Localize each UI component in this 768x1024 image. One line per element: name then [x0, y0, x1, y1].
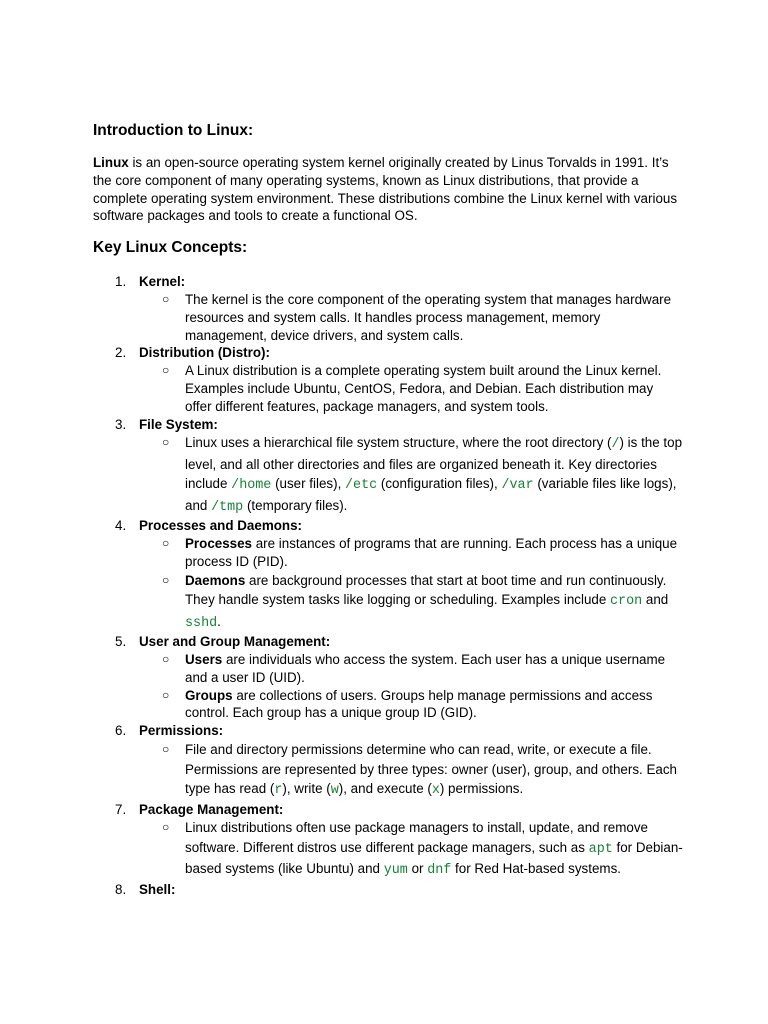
- concept-title: User and Group Management:: [139, 634, 331, 650]
- sub-text: The kernel is the core component of the operating system that manages hardware resources and system calls. It handles process management, memory management, device drivers, and system calls.: [185, 291, 672, 343]
- page-title: Introduction to Linux:: [93, 122, 254, 139]
- sub-list: [139, 740, 683, 801]
- sub-text: (temporary files).: [243, 497, 348, 513]
- circle-bullet-icon: ○: [162, 291, 170, 306]
- intro-bold: Linux: [93, 155, 129, 170]
- concept-item-file-system: [93, 416, 683, 518]
- inline-code: /: [611, 437, 620, 453]
- inline-code: sshd: [185, 615, 218, 631]
- sub-text: are collections of users. Groups help manage permissions and access control. Each group has a unique group ID (GID).: [185, 687, 653, 721]
- sub-text: ) is the top level, and all other directories and files are organized beneath it. Key directories include: [185, 435, 683, 492]
- inline-code: /var: [501, 478, 534, 494]
- item-number: 6.: [115, 723, 127, 739]
- sub-item: [139, 571, 683, 634]
- item-number: 2.: [115, 345, 127, 361]
- sub-text: A Linux distribution is a complete operating system built around the Linux kernel. Examples include Ubuntu, CentOS, Fedora, and Debian. Each distribution may offer different features, package managers, and system tools.: [185, 363, 662, 414]
- inline-code: /home: [231, 478, 272, 494]
- section-title: Key Linux Concepts:: [93, 239, 248, 257]
- sub-text: .: [217, 613, 221, 629]
- concept-item-processes: [93, 517, 683, 633]
- sub-text: and: [642, 592, 669, 608]
- sub-text: File and directory permissions determine who can read, write, or execute a file. Permissions are represented by three types: owner (user), group, and others. Each type has read (: [185, 742, 677, 797]
- sub-text: Linux distributions often use package managers to install, update, and remove software. Different distros use different package managers, such as: [185, 820, 649, 855]
- sub-text: for Red Hat-based systems.: [451, 861, 621, 877]
- sub-text: ) permissions.: [439, 781, 524, 797]
- sub-bold: Daemons: [185, 572, 246, 588]
- sub-text: (user files),: [271, 476, 346, 492]
- sub-item: [139, 291, 683, 344]
- concept-title: Permissions:: [139, 723, 224, 739]
- circle-bullet-icon: ○: [162, 572, 170, 587]
- sub-item: [139, 535, 683, 571]
- sub-bold: Users: [185, 652, 223, 668]
- circle-bullet-icon: ○: [162, 652, 170, 667]
- sub-text: (variable files like logs), and: [185, 476, 677, 513]
- circle-bullet-icon: ○: [162, 687, 170, 702]
- inline-code: w: [330, 783, 339, 799]
- sub-item: [139, 740, 683, 801]
- circle-bullet-icon: ○: [162, 536, 170, 551]
- concept-item-permissions: [93, 722, 683, 800]
- concept-title: Kernel:: [139, 274, 186, 290]
- concept-title: Shell:: [139, 881, 176, 897]
- inline-code: r: [274, 783, 283, 799]
- sub-text: are background processes that start at boot time and run continuously. They handle system tasks like logging or scheduling. Examples include: [185, 572, 667, 608]
- intro-text: is an open-source operating system kernel originally created by Linus Torvalds in 1991. It’s the core component of many operating systems, known as Linux distributions, that provide a complete operating system environment. These distributions combine the Linux kernel with various software packages and tools to create a functional OS.: [93, 155, 678, 224]
- sub-bold: Groups: [185, 687, 233, 703]
- sub-text: or: [407, 861, 428, 877]
- sub-item: [139, 687, 683, 723]
- sub-list: [139, 651, 683, 722]
- circle-bullet-icon: ○: [162, 742, 170, 757]
- sub-text: for Debian-based systems (like Ubuntu) and: [185, 839, 683, 877]
- sub-text: (configuration files),: [377, 476, 502, 492]
- sub-item: [139, 362, 683, 415]
- item-number: 3.: [115, 416, 127, 432]
- sub-text: ), and execute (: [338, 781, 432, 797]
- sub-text: Linux uses a hierarchical file system structure, where the root directory (: [185, 435, 612, 451]
- sub-text: are instances of programs that are running. Each process has a unique process ID (PID).: [185, 536, 678, 569]
- inline-code: apt: [588, 841, 613, 857]
- sub-list: [139, 362, 683, 415]
- item-number: 8.: [115, 881, 127, 897]
- sub-item: [139, 651, 683, 687]
- concept-item-shell: [93, 881, 683, 899]
- concept-item-distribution: [93, 344, 683, 415]
- inline-code: yum: [383, 863, 408, 879]
- concept-title: Processes and Daemons:: [139, 518, 302, 534]
- concept-item-kernel: [93, 273, 683, 344]
- sub-item: [139, 818, 683, 881]
- sub-list: [139, 433, 683, 517]
- item-number: 4.: [115, 518, 127, 534]
- item-number: 7.: [115, 801, 127, 817]
- inline-code: dnf: [427, 863, 452, 879]
- sub-list: [139, 818, 683, 881]
- circle-bullet-icon: ○: [162, 820, 170, 835]
- sub-item: [139, 433, 683, 517]
- intro-paragraph: [93, 154, 683, 225]
- inline-code: x: [431, 783, 440, 799]
- sub-text: are individuals who access the system. Each user has a unique username and a user ID (UID).: [185, 652, 666, 685]
- sub-text: ), write (: [282, 781, 331, 797]
- circle-bullet-icon: ○: [162, 435, 170, 450]
- document-content: [93, 121, 683, 899]
- sub-list: [139, 291, 683, 344]
- concepts-list: [93, 273, 683, 898]
- item-number: 5.: [115, 634, 127, 650]
- concept-title: Package Management:: [139, 801, 284, 817]
- sub-bold: Processes: [185, 536, 253, 552]
- concept-item-users-groups: [93, 633, 683, 722]
- concept-item-package-management: [93, 801, 683, 881]
- sub-list: [139, 535, 683, 633]
- item-number: 1.: [115, 274, 127, 290]
- concept-title: File System:: [139, 416, 218, 432]
- concept-title: Distribution (Distro):: [139, 345, 270, 361]
- inline-code: /tmp: [211, 499, 244, 515]
- inline-code: /etc: [345, 478, 378, 494]
- circle-bullet-icon: ○: [162, 363, 170, 378]
- inline-code: cron: [610, 594, 643, 610]
